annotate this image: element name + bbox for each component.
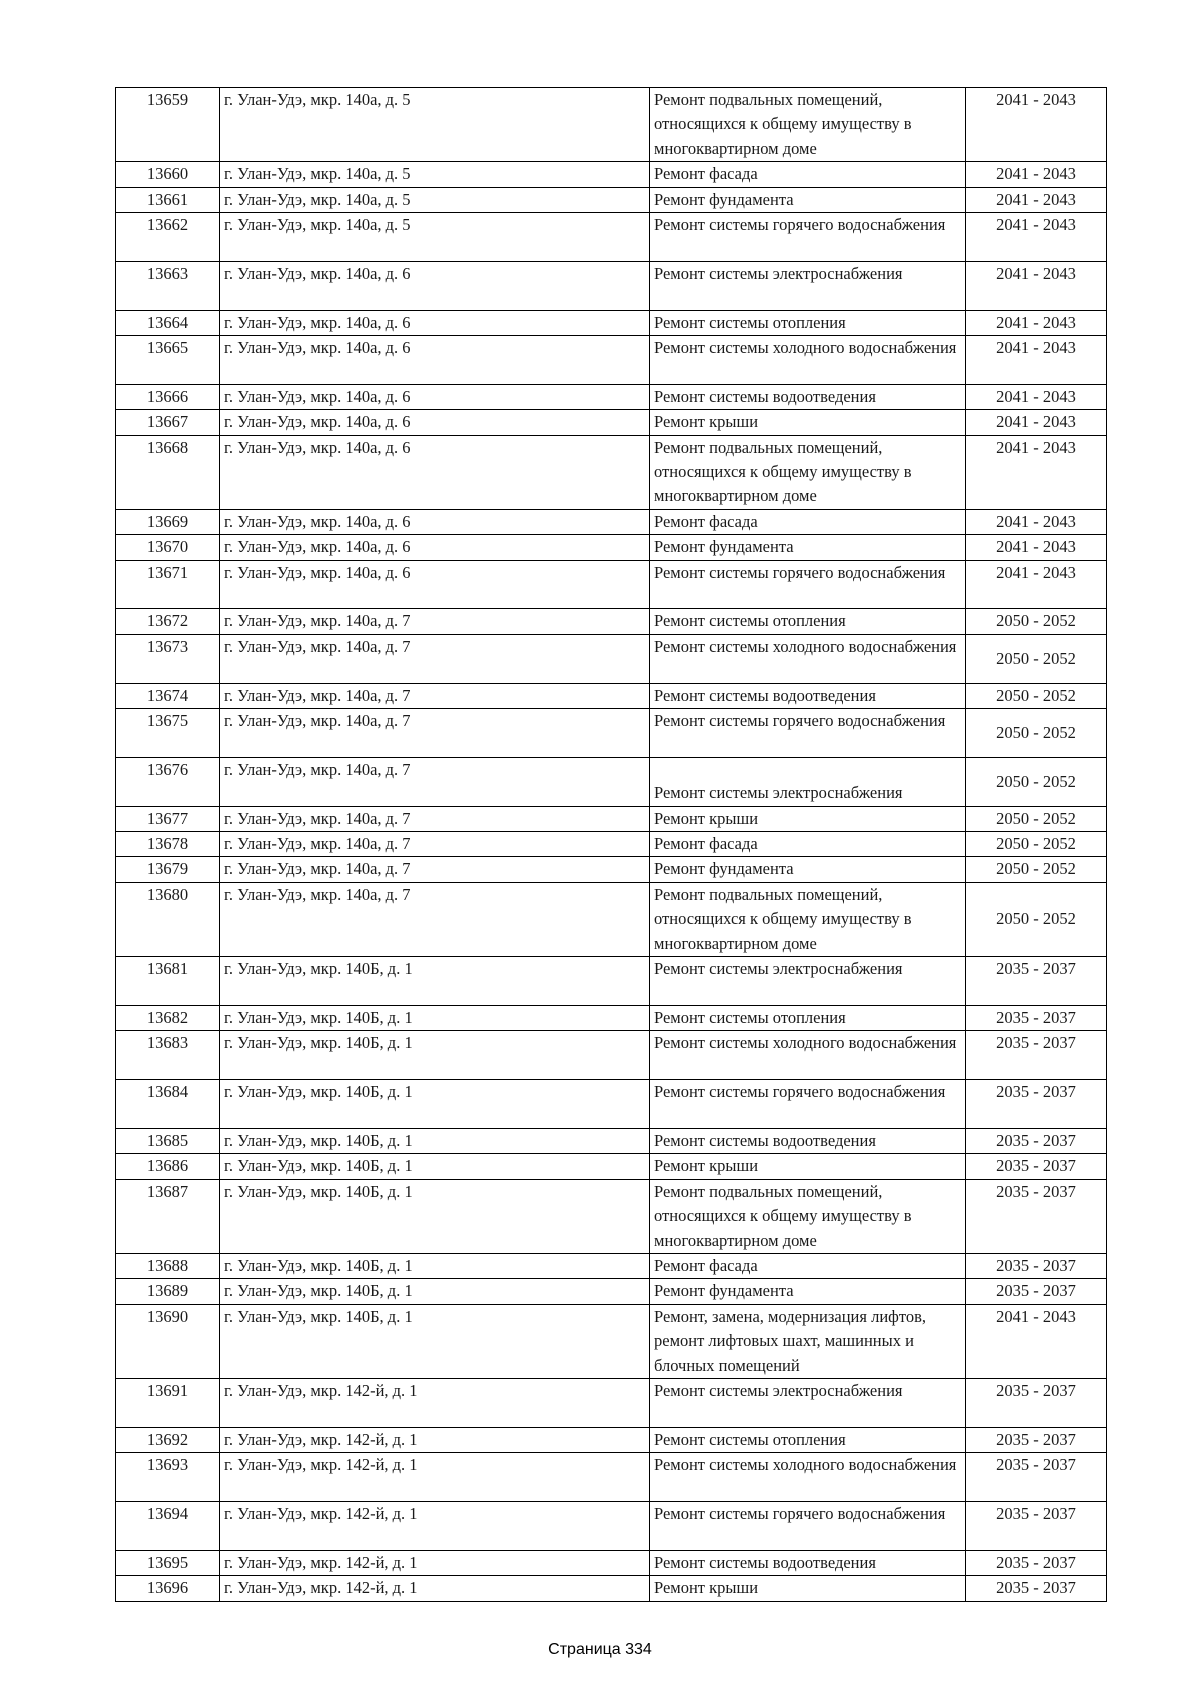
- period-cell: 2041 - 2043: [966, 213, 1107, 262]
- row-number-cell: 13660: [116, 162, 220, 187]
- work-type-cell: Ремонт фасада: [650, 509, 966, 534]
- table-row: [116, 1378, 1107, 1427]
- table-row: [116, 509, 1107, 534]
- table-row: [116, 1427, 1107, 1452]
- row-number-cell: 13662: [116, 213, 220, 262]
- row-number-cell: 13694: [116, 1501, 220, 1550]
- work-type-cell: Ремонт системы отопления: [650, 1427, 966, 1452]
- period-cell: 2041 - 2043: [966, 162, 1107, 187]
- row-number-cell: 13685: [116, 1128, 220, 1153]
- table-row: [116, 1031, 1107, 1080]
- table-row: [116, 857, 1107, 882]
- row-number-cell: 13683: [116, 1031, 220, 1080]
- row-number-cell: 13671: [116, 560, 220, 609]
- row-number-cell: 13679: [116, 857, 220, 882]
- work-type-cell: Ремонт системы холодного водоснабжения: [650, 634, 966, 683]
- period-cell: 2041 - 2043: [966, 336, 1107, 385]
- table-body: [116, 88, 1107, 1602]
- work-type-cell: Ремонт системы электроснабжения: [650, 261, 966, 310]
- address-cell: г. Улан-Удэ, мкр. 140Б, д. 1: [220, 1080, 650, 1129]
- table-row: [116, 310, 1107, 335]
- address-cell: г. Улан-Удэ, мкр. 142-й, д. 1: [220, 1378, 650, 1427]
- row-number-cell: 13680: [116, 882, 220, 956]
- period-cell: 2041 - 2043: [966, 535, 1107, 560]
- period-cell: 2050 - 2052: [966, 806, 1107, 831]
- work-type-cell: Ремонт системы электроснабжения: [650, 1378, 966, 1427]
- row-number-cell: 13665: [116, 336, 220, 385]
- row-number-cell: 13676: [116, 757, 220, 806]
- table-row: [116, 1304, 1107, 1378]
- period-cell: 2035 - 2037: [966, 1154, 1107, 1179]
- address-cell: г. Улан-Удэ, мкр. 140а, д. 7: [220, 634, 650, 683]
- work-type-cell: Ремонт фундамента: [650, 1279, 966, 1304]
- table-row: [116, 832, 1107, 857]
- address-cell: г. Улан-Удэ, мкр. 140а, д. 6: [220, 310, 650, 335]
- period-cell: 2035 - 2037: [966, 1128, 1107, 1153]
- row-number-cell: 13672: [116, 609, 220, 634]
- period-cell: 2041 - 2043: [966, 410, 1107, 435]
- row-number-cell: 13692: [116, 1427, 220, 1452]
- work-type-cell: Ремонт системы горячего водоснабжения: [650, 1080, 966, 1129]
- address-cell: г. Улан-Удэ, мкр. 140а, д. 5: [220, 213, 650, 262]
- row-number-cell: 13677: [116, 806, 220, 831]
- work-type-cell: Ремонт системы холодного водоснабжения: [650, 336, 966, 385]
- row-number-cell: 13670: [116, 535, 220, 560]
- row-number-cell: 13664: [116, 310, 220, 335]
- table-row: [116, 1501, 1107, 1550]
- work-type-cell: Ремонт фундамента: [650, 857, 966, 882]
- address-cell: г. Улан-Удэ, мкр. 140а, д. 6: [220, 384, 650, 409]
- table-row: [116, 1080, 1107, 1129]
- table-row: [116, 162, 1107, 187]
- period-cell: 2041 - 2043: [966, 261, 1107, 310]
- table-row: [116, 336, 1107, 385]
- work-type-cell: Ремонт системы горячего водоснабжения: [650, 1501, 966, 1550]
- table-row: [116, 1550, 1107, 1575]
- work-type-cell: Ремонт фасада: [650, 1253, 966, 1278]
- work-type-cell: Ремонт системы холодного водоснабжения: [650, 1031, 966, 1080]
- period-cell: 2050 - 2052: [966, 683, 1107, 708]
- address-cell: г. Улан-Удэ, мкр. 140а, д. 5: [220, 187, 650, 212]
- work-type-cell: Ремонт системы отопления: [650, 1005, 966, 1030]
- address-cell: г. Улан-Удэ, мкр. 140а, д. 5: [220, 88, 650, 162]
- address-cell: г. Улан-Удэ, мкр. 142-й, д. 1: [220, 1427, 650, 1452]
- address-cell: г. Улан-Удэ, мкр. 140Б, д. 1: [220, 1031, 650, 1080]
- address-cell: г. Улан-Удэ, мкр. 140Б, д. 1: [220, 1253, 650, 1278]
- row-number-cell: 13691: [116, 1378, 220, 1427]
- period-cell: 2041 - 2043: [966, 1304, 1107, 1378]
- address-cell: г. Улан-Удэ, мкр. 140а, д. 6: [220, 509, 650, 534]
- row-number-cell: 13673: [116, 634, 220, 683]
- work-type-cell: Ремонт системы холодного водоснабжения: [650, 1453, 966, 1502]
- table-row: [116, 1279, 1107, 1304]
- address-cell: г. Улан-Удэ, мкр. 142-й, д. 1: [220, 1501, 650, 1550]
- address-cell: г. Улан-Удэ, мкр. 140а, д. 6: [220, 336, 650, 385]
- table-row: [116, 683, 1107, 708]
- address-cell: г. Улан-Удэ, мкр. 140а, д. 5: [220, 162, 650, 187]
- row-number-cell: 13675: [116, 709, 220, 758]
- period-cell: 2050 - 2052: [966, 857, 1107, 882]
- row-number-cell: 13674: [116, 683, 220, 708]
- table-row: [116, 1453, 1107, 1502]
- table-row: [116, 1179, 1107, 1253]
- work-type-cell: Ремонт фасада: [650, 162, 966, 187]
- address-cell: г. Улан-Удэ, мкр. 140а, д. 6: [220, 261, 650, 310]
- period-cell: 2035 - 2037: [966, 1501, 1107, 1550]
- period-cell: 2050 - 2052: [966, 709, 1107, 758]
- work-type-cell: Ремонт системы водоотведения: [650, 384, 966, 409]
- period-cell: 2035 - 2037: [966, 1031, 1107, 1080]
- period-cell: 2035 - 2037: [966, 1080, 1107, 1129]
- work-type-cell: Ремонт системы горячего водоснабжения: [650, 560, 966, 609]
- table-row: [116, 535, 1107, 560]
- period-cell: 2035 - 2037: [966, 957, 1107, 1006]
- work-type-cell: Ремонт системы электроснабжения: [650, 757, 966, 806]
- period-cell: 2035 - 2037: [966, 1279, 1107, 1304]
- address-cell: г. Улан-Удэ, мкр. 140Б, д. 1: [220, 957, 650, 1006]
- address-cell: г. Улан-Удэ, мкр. 142-й, д. 1: [220, 1550, 650, 1575]
- address-cell: г. Улан-Удэ, мкр. 140а, д. 7: [220, 609, 650, 634]
- table-row: [116, 384, 1107, 409]
- address-cell: г. Улан-Удэ, мкр. 140Б, д. 1: [220, 1005, 650, 1030]
- address-cell: г. Улан-Удэ, мкр. 140Б, д. 1: [220, 1304, 650, 1378]
- row-number-cell: 13667: [116, 410, 220, 435]
- address-cell: г. Улан-Удэ, мкр. 140а, д. 7: [220, 683, 650, 708]
- period-cell: 2035 - 2037: [966, 1550, 1107, 1575]
- row-number-cell: 13682: [116, 1005, 220, 1030]
- table-row: [116, 1128, 1107, 1153]
- period-cell: 2050 - 2052: [966, 832, 1107, 857]
- address-cell: г. Улан-Удэ, мкр. 140а, д. 7: [220, 709, 650, 758]
- work-type-cell: Ремонт подвальных помещений, относящихся к общему имуществу в многоквартирном доме: [650, 88, 966, 162]
- table-row: [116, 882, 1107, 956]
- work-type-cell: Ремонт системы водоотведения: [650, 683, 966, 708]
- address-cell: г. Улан-Удэ, мкр. 140а, д. 7: [220, 832, 650, 857]
- work-type-cell: Ремонт системы электроснабжения: [650, 957, 966, 1006]
- work-type-cell: Ремонт системы водоотведения: [650, 1550, 966, 1575]
- address-cell: г. Улан-Удэ, мкр. 140а, д. 7: [220, 857, 650, 882]
- work-type-cell: Ремонт фасада: [650, 832, 966, 857]
- row-number-cell: 13663: [116, 261, 220, 310]
- work-type-cell: Ремонт крыши: [650, 1576, 966, 1601]
- period-cell: 2035 - 2037: [966, 1427, 1107, 1452]
- work-type-cell: Ремонт, замена, модернизация лифтов, ремонт лифтовых шахт, машинных и блочных помещений: [650, 1304, 966, 1378]
- work-type-cell: Ремонт системы горячего водоснабжения: [650, 213, 966, 262]
- table-row: [116, 410, 1107, 435]
- period-cell: 2050 - 2052: [966, 634, 1107, 683]
- repair-schedule-table: [115, 87, 1107, 1602]
- work-type-cell: Ремонт подвальных помещений, относящихся к общему имуществу в многоквартирном доме: [650, 1179, 966, 1253]
- period-cell: 2050 - 2052: [966, 609, 1107, 634]
- table-row: [116, 1576, 1107, 1601]
- table-row: [116, 560, 1107, 609]
- table-row: [116, 806, 1107, 831]
- address-cell: г. Улан-Удэ, мкр. 142-й, д. 1: [220, 1576, 650, 1601]
- period-cell: 2035 - 2037: [966, 1253, 1107, 1278]
- work-type-cell: Ремонт крыши: [650, 806, 966, 831]
- period-cell: 2035 - 2037: [966, 1005, 1107, 1030]
- table-row: [116, 213, 1107, 262]
- table-row: [116, 261, 1107, 310]
- work-type-cell: Ремонт системы отопления: [650, 609, 966, 634]
- address-cell: г. Улан-Удэ, мкр. 140а, д. 6: [220, 535, 650, 560]
- table-row: [116, 709, 1107, 758]
- address-cell: г. Улан-Удэ, мкр. 140а, д. 6: [220, 435, 650, 509]
- table-row: [116, 1005, 1107, 1030]
- row-number-cell: 13681: [116, 957, 220, 1006]
- address-cell: г. Улан-Удэ, мкр. 140а, д. 7: [220, 806, 650, 831]
- work-type-cell: Ремонт фундамента: [650, 187, 966, 212]
- work-type-cell: Ремонт системы горячего водоснабжения: [650, 709, 966, 758]
- address-cell: г. Улан-Удэ, мкр. 140а, д. 7: [220, 757, 650, 806]
- work-type-cell: Ремонт крыши: [650, 410, 966, 435]
- row-number-cell: 13678: [116, 832, 220, 857]
- period-cell: 2035 - 2037: [966, 1576, 1107, 1601]
- row-number-cell: 13684: [116, 1080, 220, 1129]
- row-number-cell: 13696: [116, 1576, 220, 1601]
- row-number-cell: 13686: [116, 1154, 220, 1179]
- work-type-cell: Ремонт подвальных помещений, относящихся к общему имуществу в многоквартирном доме: [650, 435, 966, 509]
- address-cell: г. Улан-Удэ, мкр. 140а, д. 7: [220, 882, 650, 956]
- period-cell: 2035 - 2037: [966, 1453, 1107, 1502]
- row-number-cell: 13693: [116, 1453, 220, 1502]
- table-row: [116, 88, 1107, 162]
- work-type-cell: Ремонт системы водоотведения: [650, 1128, 966, 1153]
- period-cell: 2041 - 2043: [966, 435, 1107, 509]
- address-cell: г. Улан-Удэ, мкр. 140а, д. 6: [220, 410, 650, 435]
- row-number-cell: 13661: [116, 187, 220, 212]
- address-cell: г. Улан-Удэ, мкр. 140Б, д. 1: [220, 1154, 650, 1179]
- period-cell: 2035 - 2037: [966, 1179, 1107, 1253]
- row-number-cell: 13659: [116, 88, 220, 162]
- period-cell: 2035 - 2037: [966, 1378, 1107, 1427]
- row-number-cell: 13689: [116, 1279, 220, 1304]
- address-cell: г. Улан-Удэ, мкр. 142-й, д. 1: [220, 1453, 650, 1502]
- address-cell: г. Улан-Удэ, мкр. 140Б, д. 1: [220, 1128, 650, 1153]
- address-cell: г. Улан-Удэ, мкр. 140Б, д. 1: [220, 1279, 650, 1304]
- period-cell: 2041 - 2043: [966, 310, 1107, 335]
- table-row: [116, 609, 1107, 634]
- page-number: Страница 334: [548, 1641, 652, 1658]
- work-type-cell: Ремонт фундамента: [650, 535, 966, 560]
- period-cell: 2041 - 2043: [966, 509, 1107, 534]
- row-number-cell: 13690: [116, 1304, 220, 1378]
- period-cell: 2041 - 2043: [966, 560, 1107, 609]
- table-row: [116, 757, 1107, 806]
- row-number-cell: 13688: [116, 1253, 220, 1278]
- period-cell: 2041 - 2043: [966, 88, 1107, 162]
- period-cell: 2041 - 2043: [966, 384, 1107, 409]
- period-cell: 2050 - 2052: [966, 757, 1107, 806]
- table-row: [116, 187, 1107, 212]
- row-number-cell: 13668: [116, 435, 220, 509]
- row-number-cell: 13695: [116, 1550, 220, 1575]
- table-row: [116, 1154, 1107, 1179]
- table-row: [116, 435, 1107, 509]
- table-row: [116, 634, 1107, 683]
- period-cell: 2041 - 2043: [966, 187, 1107, 212]
- row-number-cell: 13666: [116, 384, 220, 409]
- work-type-cell: Ремонт крыши: [650, 1154, 966, 1179]
- work-type-cell: Ремонт системы отопления: [650, 310, 966, 335]
- table-row: [116, 957, 1107, 1006]
- work-type-cell: Ремонт подвальных помещений, относящихся к общему имуществу в многоквартирном доме: [650, 882, 966, 956]
- address-cell: г. Улан-Удэ, мкр. 140Б, д. 1: [220, 1179, 650, 1253]
- row-number-cell: 13669: [116, 509, 220, 534]
- row-number-cell: 13687: [116, 1179, 220, 1253]
- period-cell: 2050 - 2052: [966, 882, 1107, 956]
- table-row: [116, 1253, 1107, 1278]
- address-cell: г. Улан-Удэ, мкр. 140а, д. 6: [220, 560, 650, 609]
